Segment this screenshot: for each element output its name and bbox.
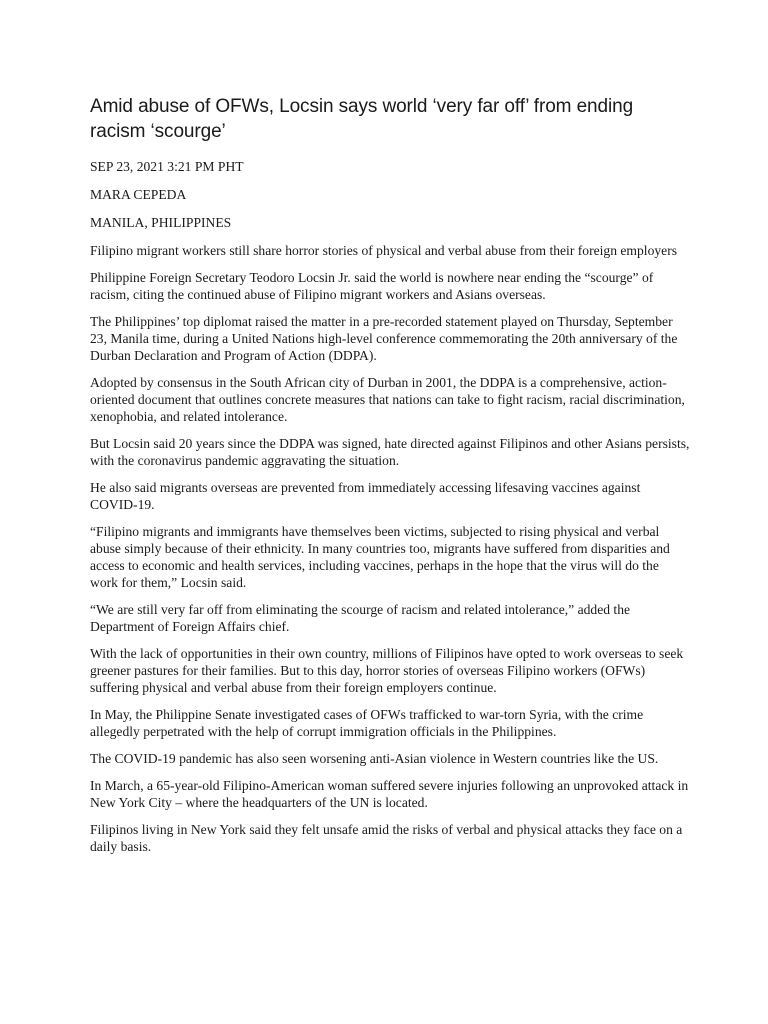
- document-page: [90, 94, 690, 865]
- article-paragraph: Filipinos living in New York said they felt unsafe amid the risks of verbal and physical attacks they face on a daily basis.: [90, 822, 683, 854]
- article-paragraph: He also said migrants overseas are prevented from immediately accessing lifesaving vaccines against COVID-19.: [90, 480, 641, 512]
- article-title: Amid abuse of OFWs, Locsin says world ‘very far off’ from ending racism ‘scourge’: [90, 96, 634, 142]
- article-paragraph: “We are still very far off from eliminating the scourge of racism and related intolerance,” added the Department of Foreign Affairs chief.: [90, 602, 631, 634]
- article-paragraph: But Locsin said 20 years since the DDPA was signed, hate directed against Filipinos and other Asians persists, with the coronavirus pandemic aggravating the situation.: [90, 436, 690, 468]
- article-paragraph: Philippine Foreign Secretary Teodoro Locsin Jr. said the world is nowhere near ending the “scourge” of racism, citing the continued abuse of Filipino migrant workers and Asians overseas.: [90, 270, 654, 302]
- article-paragraph: The Philippines’ top diplomat raised the matter in a pre-recorded statement played on Thursday, September 23, Manila time, during a United Nations high-level conference commemorating the 20th anniversary of the Durban Declaration and Program of Action (DDPA).: [90, 314, 678, 363]
- article-paragraph: In May, the Philippine Senate investigated cases of OFWs trafficked to war-torn Syria, with the crime allegedly perpetrated with the help of corrupt immigration officials in the Philippines.: [90, 707, 644, 739]
- article-paragraph: “Filipino migrants and immigrants have themselves been victims, subjected to rising physical and verbal abuse simply because of their ethnicity. In many countries too, migrants have suffered from disparities and access to economic and health services, including vaccines, perhaps in the hope that the virus will do the work for them,” Locsin said.: [90, 524, 670, 590]
- article-paragraph: With the lack of opportunities in their own country, millions of Filipinos have opted to work overseas to seek greener pastures for their families. But to this day, horror stories of overseas Filipino workers (OFWs) suffering physical and verbal abuse from their foreign employers continue.: [90, 646, 684, 695]
- article-paragraph: Adopted by consensus in the South African city of Durban in 2001, the DDPA is a comprehensive, action-oriented document that outlines concrete measures that nations can take to fight racism, racial discrimination, xenophobia, and related intolerance.: [90, 375, 685, 424]
- article-location: MANILA, PHILIPPINES: [90, 215, 232, 230]
- article-date: SEP 23, 2021 3:21 PM PHT: [90, 159, 244, 174]
- article-paragraph: The COVID-19 pandemic has also seen worsening anti-Asian violence in Western countries like the US.: [90, 751, 659, 766]
- article-paragraph: In March, a 65-year-old Filipino-American woman suffered severe injuries following an unprovoked attack in New York City – where the headquarters of the UN is located.: [90, 778, 689, 810]
- article-paragraph: Filipino migrant workers still share horror stories of physical and verbal abuse from their foreign employers: [90, 243, 678, 258]
- article-author: MARA CEPEDA: [90, 187, 187, 202]
